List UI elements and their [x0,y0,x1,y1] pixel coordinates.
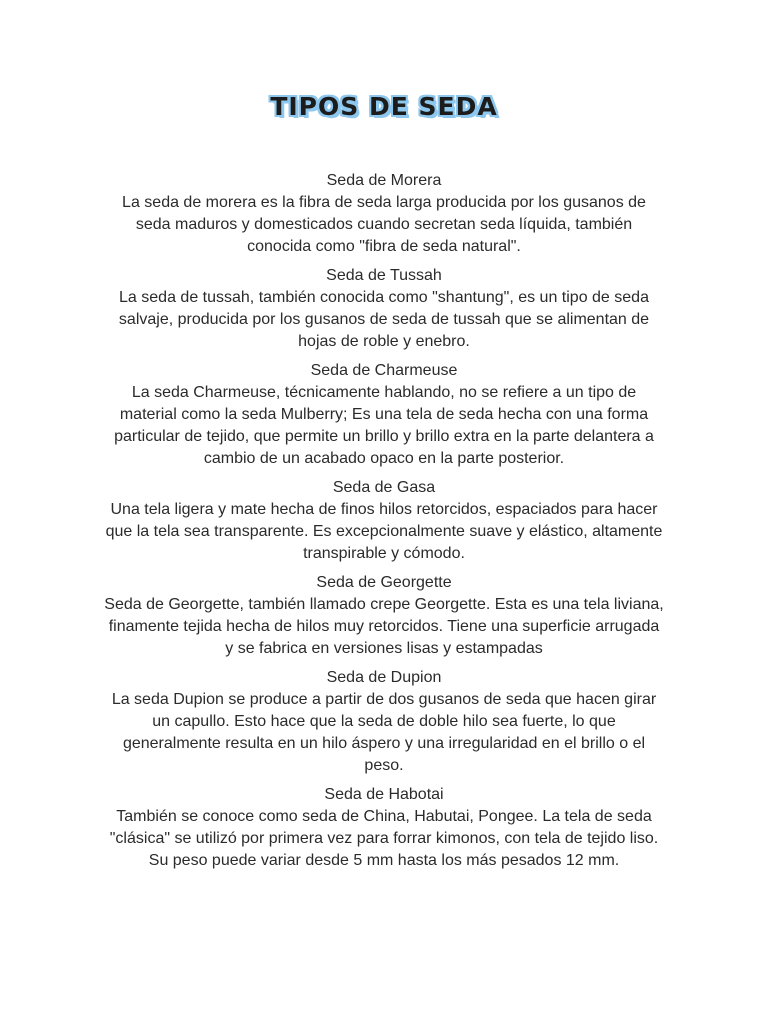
section-body: La seda de morera es la fibra de seda larga producida por los gusanos de seda maduros y domesticados cuando secretan seda líquida, también conocida como "fibra de seda natural". [122,194,646,255]
sections-list [104,170,664,879]
section-body: Una tela ligera y mate hecha de finos hilos retorcidos, espaciados para hacer que la tela sea transparente. Es excepcionalmente suave y elástico, altamente transpirable y cómodo. [105,501,663,562]
section-body: También se conoce como seda de China, Habutai, Pongee. La tela de seda "clásica" se utilizó por primera vez para forrar kimonos, con tela de tejido liso. Su peso puede variar desde 5 mm hasta los más pesados 12 mm. [109,808,659,869]
section-morera [104,170,664,258]
section-body: La seda Dupion se produce a partir de dos gusanos de seda que hacen girar un capullo. Esto hace que la seda de doble hilo sea fuerte, lo que generalmente resulta en un hilo áspero y una irregularidad en el brillo o el peso. [111,691,657,774]
section-tussah [104,265,664,353]
section-body: La seda Charmeuse, técnicamente hablando, no se refiere a un tipo de material como la seda Mulberry; Es una tela de seda hecha con una forma particular de tejido, que permite un brillo y brillo extra en la parte delantera a cambio de un acabado opaco en la parte posterior. [114,384,654,467]
section-heading: Seda de Morera [326,172,442,189]
section-heading: Seda de Gasa [332,479,436,496]
section-georgette [104,572,664,660]
section-charmeuse [104,360,664,470]
section-heading: Seda de Habotai [324,786,444,803]
section-body: La seda de tussah, también conocida como "shantung", es un tipo de seda salvaje, producida por los gusanos de seda de tussah que se alimentan de hojas de roble y enebro. [118,289,650,350]
section-heading: Seda de Tussah [326,267,442,284]
section-dupion [104,667,664,777]
section-heading: Seda de Georgette [316,574,452,591]
section-heading: Seda de Charmeuse [310,362,458,379]
section-habotai [104,784,664,872]
section-heading: Seda de Dupion [326,669,442,686]
page-title: TIPOS DE SEDA [270,92,498,121]
section-body: Seda de Georgette, también llamado crepe Georgette. Esta es una tela liviana, finamente tejida hecha de hilos muy retorcidos. Tiene una superficie arrugada y se fabrica en versiones lisas y estampadas [104,596,664,657]
section-gasa [104,477,664,565]
